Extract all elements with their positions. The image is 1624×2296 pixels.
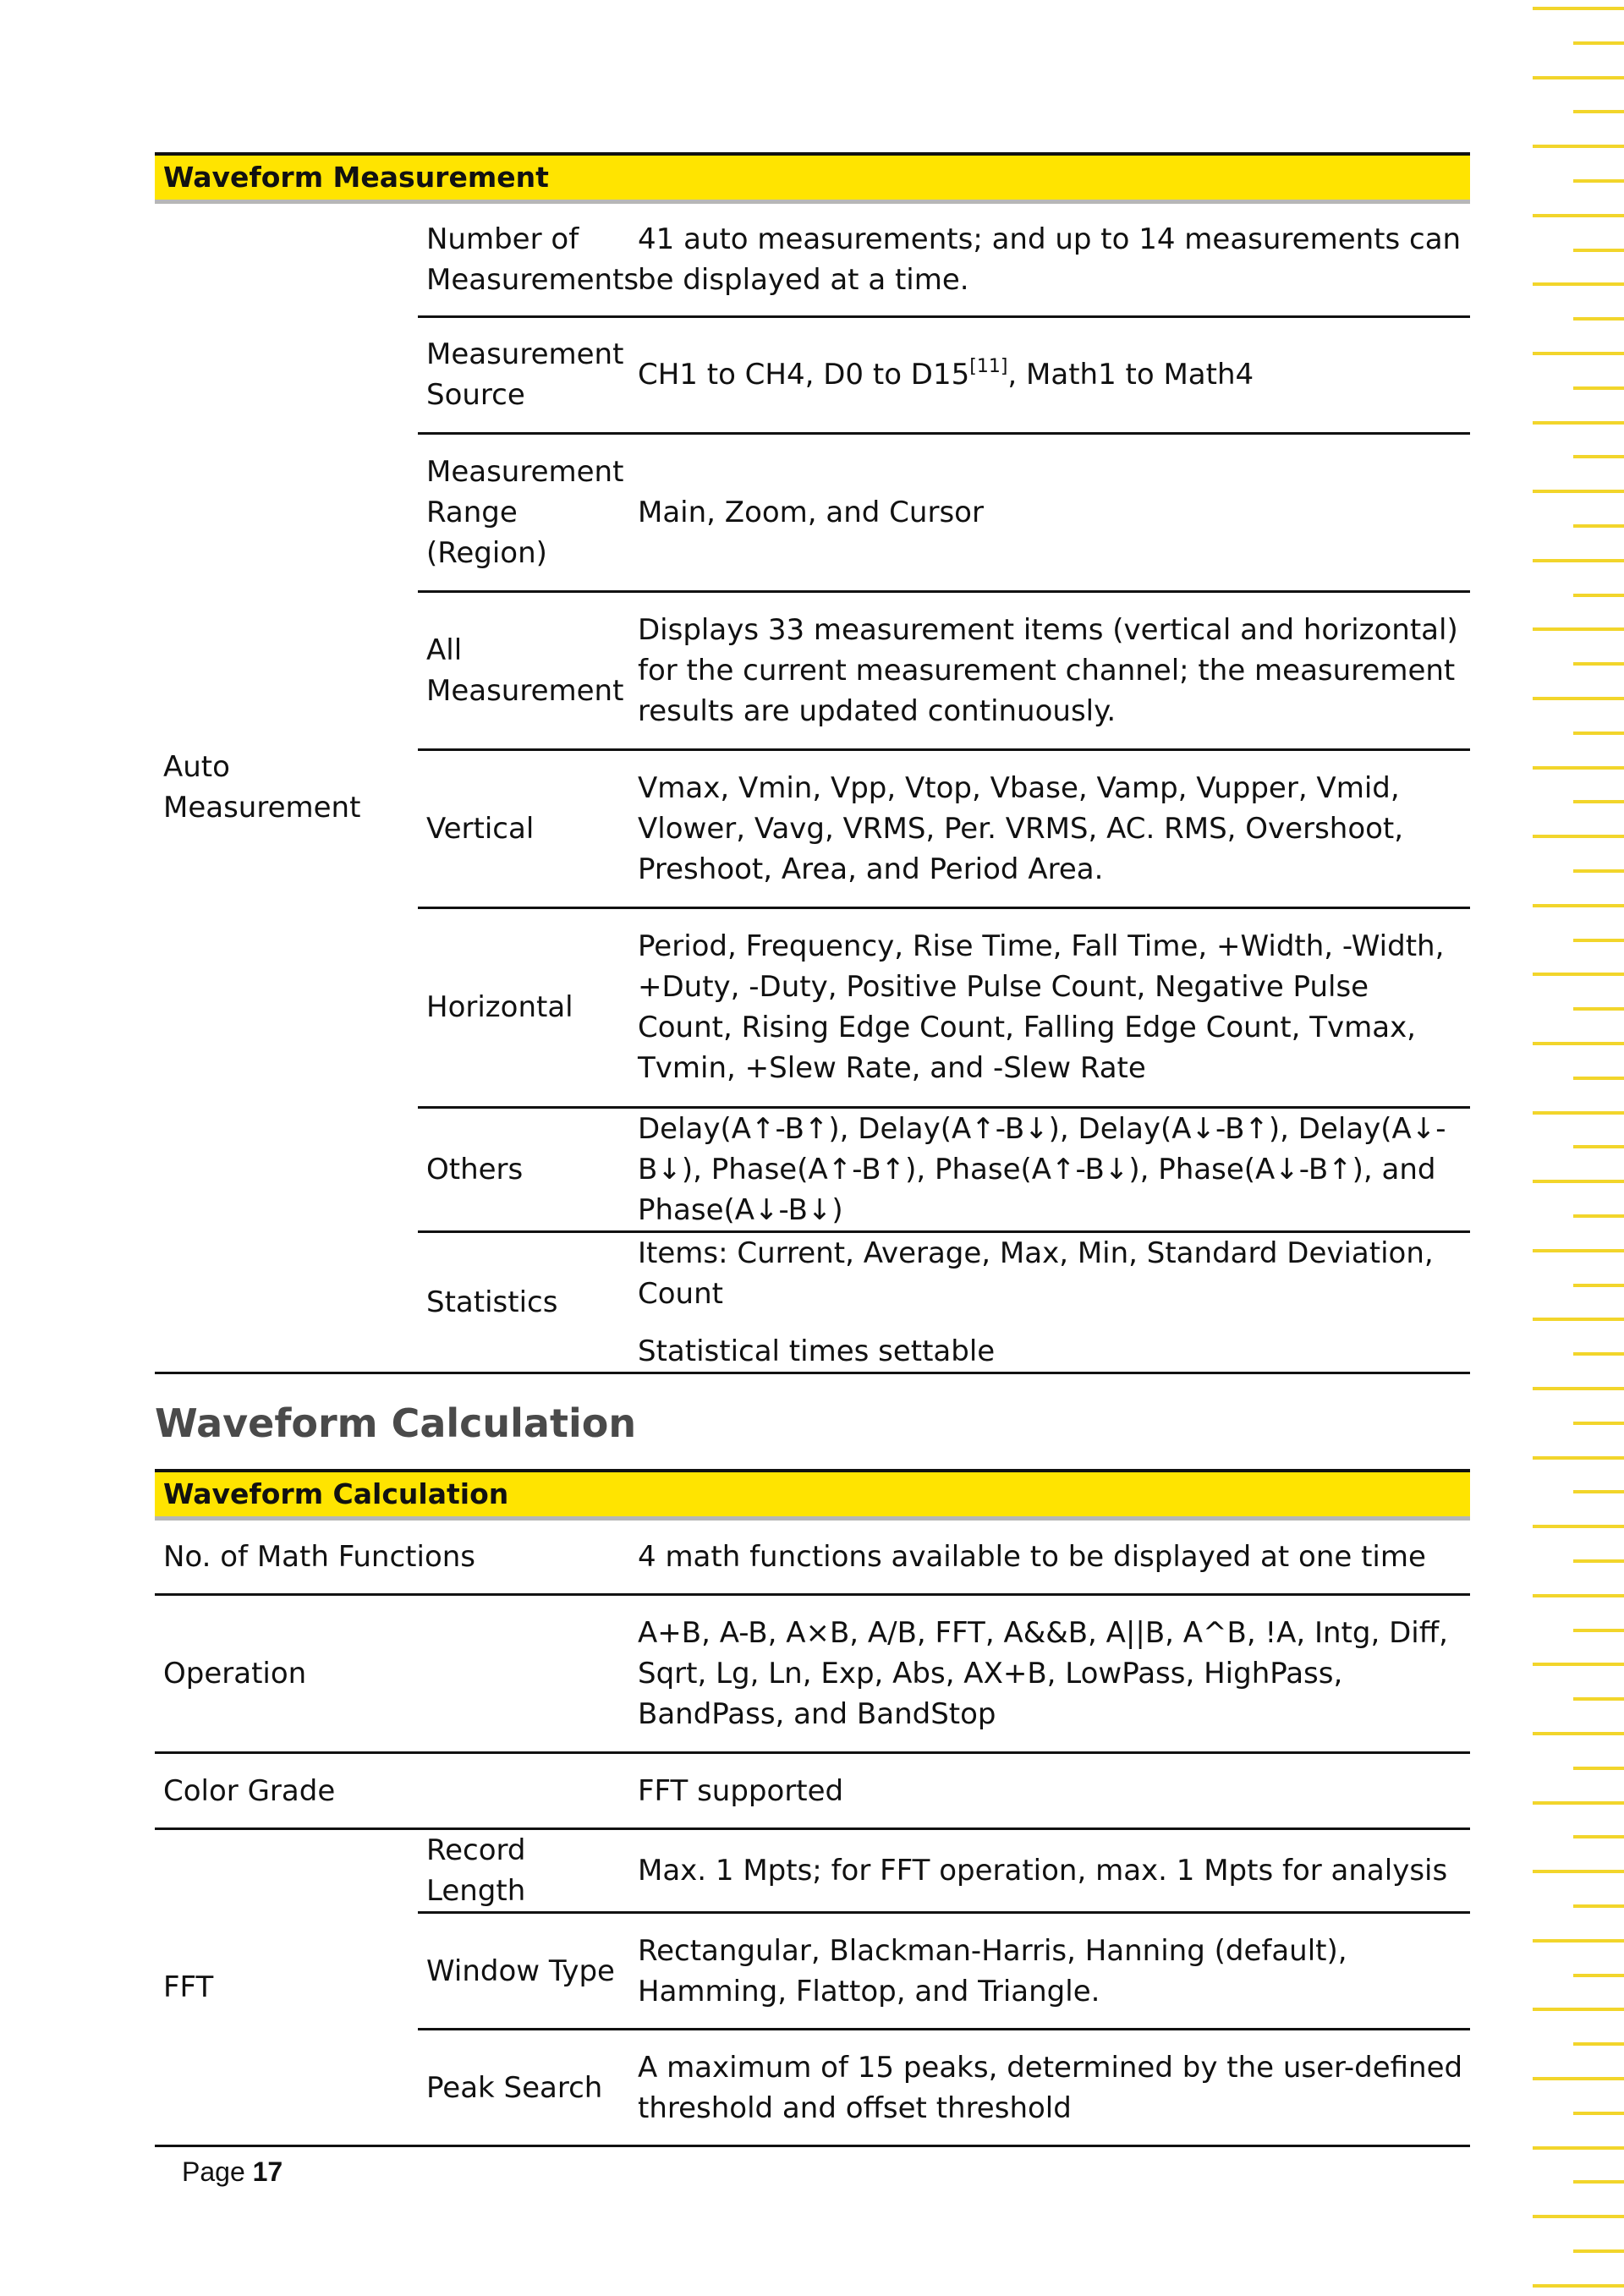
edge-stripe xyxy=(1533,490,1624,493)
edge-stripe xyxy=(1533,1387,1624,1390)
edge-stripe xyxy=(1533,559,1624,562)
edge-stripe xyxy=(1573,1697,1624,1701)
edge-stripe xyxy=(1573,455,1624,458)
edge-stripe xyxy=(1533,835,1624,838)
edge-stripe xyxy=(1573,249,1624,252)
edge-stripe xyxy=(1533,697,1624,700)
calculation-table-header: Waveform Calculation xyxy=(155,1469,1470,1521)
row-label: Statistics xyxy=(418,1231,629,1373)
edge-stripe xyxy=(1573,1284,1624,1287)
table-row xyxy=(155,1753,1470,1829)
edge-stripe xyxy=(1573,662,1624,666)
row-label: Window Type xyxy=(418,1913,629,2030)
calculation-table xyxy=(155,1521,1470,2148)
page-number xyxy=(182,2156,283,2188)
row-label: Peak Search xyxy=(418,2030,629,2146)
edge-stripe xyxy=(1573,939,1624,942)
row-label: Measurement Source xyxy=(418,316,629,433)
edge-stripe xyxy=(1533,7,1624,10)
row-label: Record Length xyxy=(418,1829,629,1913)
edge-stripe xyxy=(1573,2180,1624,2184)
edge-stripe xyxy=(1573,179,1624,183)
edge-stripe xyxy=(1573,1904,1624,1908)
edge-stripe xyxy=(1573,1490,1624,1493)
row-value: Displays 33 measurement items (vertical and horizontal) for the current measurement channel; the measurement results are updated continuously. xyxy=(629,591,1470,749)
edge-stripe xyxy=(1573,800,1624,803)
row-label: Vertical xyxy=(418,749,629,907)
table-row xyxy=(155,1521,1470,1595)
edge-stripe xyxy=(1573,1559,1624,1563)
edge-stripe xyxy=(1533,1042,1624,1045)
edge-stripes-decoration xyxy=(1522,0,1624,2296)
row-value xyxy=(629,1231,1470,1373)
edge-stripe xyxy=(1533,1870,1624,1873)
edge-stripe xyxy=(1573,1835,1624,1838)
edge-stripe xyxy=(1573,1145,1624,1148)
edge-stripe xyxy=(1533,352,1624,355)
auto-measurement-label: Auto Measurement xyxy=(155,204,418,1373)
edge-stripe xyxy=(1573,1422,1624,1425)
edge-stripe xyxy=(1573,1077,1624,1080)
edge-stripe xyxy=(1573,41,1624,45)
edge-stripe xyxy=(1533,1318,1624,1321)
fft-label: FFT xyxy=(155,1829,418,2146)
row-label: Measurement Range (Region) xyxy=(418,433,629,591)
row-value xyxy=(629,316,1470,433)
edge-stripe xyxy=(1573,386,1624,390)
edge-stripe xyxy=(1573,732,1624,735)
row-value: Vmax, Vmin, Vpp, Vtop, Vbase, Vamp, Vupper, Vmid, Vlower, Vavg, VRMS, Per. VRMS, AC. RMS, Overshoot, Preshoot, Area, and Period Area. xyxy=(629,749,1470,907)
edge-stripe xyxy=(1533,145,1624,148)
edge-stripe xyxy=(1533,282,1624,286)
row-value: A maximum of 15 peaks, determined by the user-defined threshold and offset threshold xyxy=(629,2030,1470,2146)
edge-stripe xyxy=(1533,2008,1624,2011)
table-row xyxy=(155,1829,1470,1913)
edge-stripe xyxy=(1533,1663,1624,1666)
edge-stripe xyxy=(1573,2112,1624,2115)
edge-stripe xyxy=(1533,2215,1624,2218)
edge-stripe xyxy=(1533,973,1624,976)
footnote-ref: [11] xyxy=(969,356,1008,377)
edge-stripe xyxy=(1533,1249,1624,1252)
row-label: All Measurement xyxy=(418,591,629,749)
edge-stripe xyxy=(1533,1732,1624,1735)
measurement-source-text-end: , Math1 to Math4 xyxy=(1007,358,1254,392)
edge-stripe xyxy=(1573,110,1624,113)
measurement-source-text: CH1 to CH4, D0 to D15 xyxy=(638,358,970,392)
edge-stripe xyxy=(1533,421,1624,425)
edge-stripe xyxy=(1533,2284,1624,2288)
row-label: Number of Measurements xyxy=(418,204,629,316)
statistics-items: Items: Current, Average, Max, Min, Standard Deviation, Count xyxy=(638,1236,1434,1311)
edge-stripe xyxy=(1573,1974,1624,1977)
edge-stripe xyxy=(1573,594,1624,597)
edge-stripe xyxy=(1573,2042,1624,2046)
row-value: Period, Frequency, Rise Time, Fall Time, +Width, -Width, +Duty, -Duty, Positive Pulse Count, Negative Pulse Count, Rising Edge Count, Falling Edge Count, Tvmax, Tvmin, +Slew Rate, and -Slew Rate xyxy=(629,907,1470,1107)
row-value: A+B, A-B, A×B, A/B, FFT, A&&B, A||B, A^B, !A, Intg, Diff, Sqrt, Lg, Ln, Exp, Abs, AX+B, LowPass, HighPass, BandPass, and BandStop xyxy=(629,1595,1470,1753)
row-label: No. of Math Functions xyxy=(155,1521,629,1595)
edge-stripe xyxy=(1573,1214,1624,1218)
edge-stripe xyxy=(1533,1111,1624,1115)
section-title: Waveform Calculation xyxy=(155,1400,637,1446)
edge-stripe xyxy=(1573,1629,1624,1632)
measurement-table-header: Waveform Measurement xyxy=(155,152,1470,204)
row-value: 41 auto measurements; and up to 14 measurements can be displayed at a time. xyxy=(629,204,1470,316)
edge-stripe xyxy=(1533,214,1624,217)
edge-stripe xyxy=(1533,1525,1624,1528)
page-content xyxy=(155,152,1470,2147)
edge-stripe xyxy=(1533,1594,1624,1597)
row-label: Horizontal xyxy=(418,907,629,1107)
edge-stripe xyxy=(1573,2249,1624,2253)
edge-stripe xyxy=(1533,627,1624,631)
edge-stripe xyxy=(1533,904,1624,907)
row-label: Color Grade xyxy=(155,1753,629,1829)
edge-stripe xyxy=(1533,1456,1624,1460)
table-row xyxy=(155,1595,1470,1753)
row-value: Delay(A↑-B↑), Delay(A↑-B↓), Delay(A↓-B↑), Delay(A↓-B↓), Phase(A↑-B↑), Phase(A↑-B↓), Phase(A↓-B↑), and Phase(A↓-B↓) xyxy=(629,1107,1470,1231)
edge-stripe xyxy=(1533,2077,1624,2080)
row-label: Operation xyxy=(155,1595,629,1753)
edge-stripe xyxy=(1533,2146,1624,2150)
edge-stripe xyxy=(1573,869,1624,873)
edge-stripe xyxy=(1573,1007,1624,1011)
edge-stripe xyxy=(1573,317,1624,321)
measurement-table xyxy=(155,204,1470,1374)
row-value: FFT supported xyxy=(629,1753,1470,1829)
row-value: Rectangular, Blackman-Harris, Hanning (default), Hamming, Flattop, and Triangle. xyxy=(629,1913,1470,2030)
page-number-value: 17 xyxy=(252,2156,283,2187)
edge-stripe xyxy=(1573,1352,1624,1356)
edge-stripe xyxy=(1573,524,1624,528)
edge-stripe xyxy=(1533,766,1624,770)
page-label: Page xyxy=(182,2156,245,2187)
row-value: Max. 1 Mpts; for FFT operation, max. 1 Mpts for analysis xyxy=(629,1829,1470,1913)
edge-stripe xyxy=(1533,1801,1624,1805)
row-value: 4 math functions available to be displayed at one time xyxy=(629,1521,1470,1595)
row-label: Others xyxy=(418,1107,629,1231)
row-value: Main, Zoom, and Cursor xyxy=(629,433,1470,591)
edge-stripe xyxy=(1533,76,1624,79)
edge-stripe xyxy=(1533,1939,1624,1943)
edge-stripe xyxy=(1533,1180,1624,1183)
edge-stripe xyxy=(1573,1767,1624,1770)
statistics-times: Statistical times settable xyxy=(638,1334,996,1368)
table-row xyxy=(155,204,1470,316)
